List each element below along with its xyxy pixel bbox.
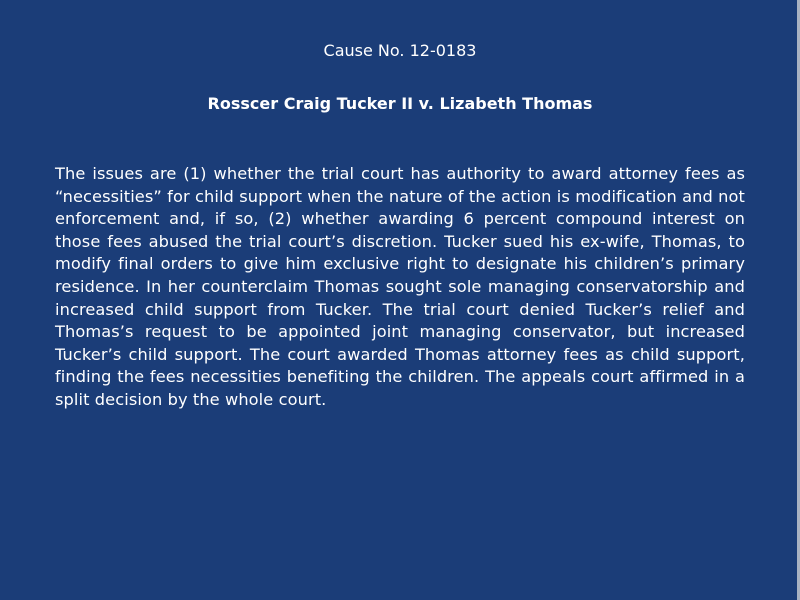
case-summary: The issues are (1) whether the trial court has authority to award attorney fees as “necessities” for child support when the nature of the action is modification and not enforcement and, if so, (2) whether awarding 6 percent compound interest on those fees abused the trial court’s discretion. Tucker sued his ex-wife, Thomas, to modify final orders to give him exclusive right to designate his children’s primary residence. In her counterclaim Thomas sought sole managing conservatorship and increased child support from Tucker. The trial court denied Tucker’s relief and Thomas’s request to be appointed joint managing conservator, but increased Tucker’s child support. The court awarded Thomas attorney fees as child support, finding the fees necessities benefiting the children. The appeals court affirmed in a split decision by the whole court. xyxy=(55,164,745,409)
case-title: Rosscer Craig Tucker II v. Lizabeth Thomas xyxy=(207,94,593,113)
cause-number: Cause No. 12-0183 xyxy=(323,41,477,60)
